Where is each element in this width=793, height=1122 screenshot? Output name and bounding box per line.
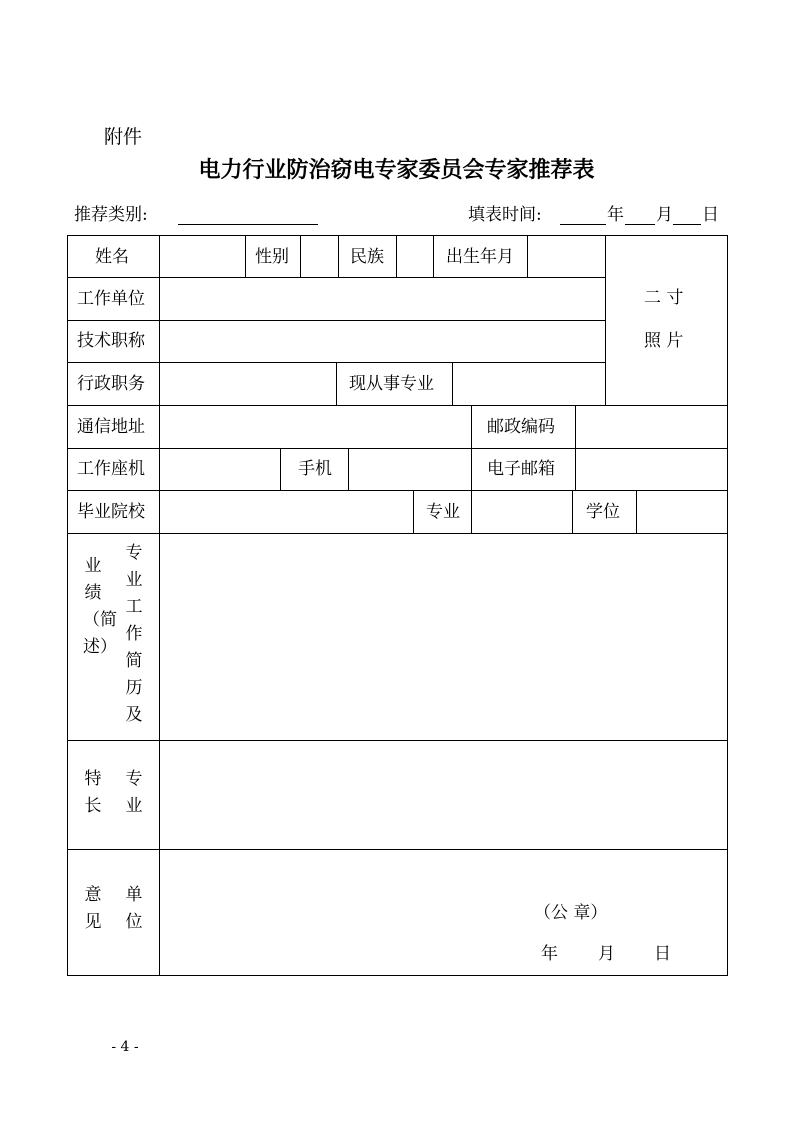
day-field[interactable] [673, 224, 701, 225]
seal-month-label: 月 [598, 944, 615, 964]
work-unit-label: 工作单位 [77, 289, 145, 309]
name-field[interactable] [160, 236, 245, 277]
category-label: 推荐类别: [74, 205, 148, 225]
gender-label: 性别 [255, 247, 289, 267]
category-field[interactable] [178, 224, 318, 225]
page-title: 电力行业防治窃电专家委员会专家推荐表 [198, 158, 595, 183]
year-label: 年 [607, 205, 624, 225]
day-label: 日 [702, 205, 719, 225]
office-phone-field[interactable] [160, 449, 280, 490]
col-rule [471, 405, 472, 490]
seal-day-label: 日 [654, 944, 671, 964]
col-rule [605, 235, 606, 405]
current-major-label: 现从事专业 [349, 374, 434, 394]
mobile-label: 手机 [298, 459, 332, 479]
month-label: 月 [656, 205, 673, 225]
admin-post-field[interactable] [160, 363, 336, 405]
year-field[interactable] [560, 224, 606, 225]
specialty-label-col1: 特长 [84, 769, 102, 816]
ethnicity-field[interactable] [397, 236, 433, 277]
birth-label: 出生年月 [446, 247, 514, 267]
degree-field[interactable] [637, 491, 727, 533]
address-label: 通信地址 [77, 417, 145, 437]
email-label: 电子邮箱 [487, 459, 555, 479]
current-major-field[interactable] [453, 363, 605, 405]
specialty-field[interactable] [160, 741, 727, 849]
gender-field[interactable] [301, 236, 338, 277]
postcode-field[interactable] [576, 406, 727, 448]
mobile-field[interactable] [349, 449, 471, 490]
month-field[interactable] [625, 224, 655, 225]
date-label: 填表时间: [468, 205, 542, 225]
page-number: - 4 - [111, 1039, 139, 1055]
col-rule [280, 448, 281, 490]
attachment-label: 附件 [104, 126, 143, 148]
col-rule [572, 490, 573, 533]
name-label: 姓名 [95, 247, 129, 267]
specialty-label-col2: 专业 [125, 769, 143, 816]
degree-label: 学位 [586, 502, 620, 522]
birth-field[interactable] [528, 236, 605, 277]
email-field[interactable] [576, 449, 727, 490]
photo-label-line1: 二 寸 [644, 288, 684, 308]
tech-title-label: 技术职称 [77, 331, 145, 351]
seal-label: （公 章） [534, 903, 608, 923]
photo-label-line2: 照 片 [644, 331, 684, 351]
table-border-right [727, 235, 728, 975]
ethnicity-label: 民族 [350, 247, 384, 267]
opinion-field[interactable] [160, 850, 727, 975]
col-rule [338, 235, 339, 277]
resume-label-col2: 专业工作简历及 [125, 543, 143, 725]
major-field[interactable] [472, 491, 572, 533]
work-unit-field[interactable] [160, 278, 605, 320]
col-rule [245, 235, 246, 277]
resume-field[interactable] [160, 534, 727, 740]
opinion-label-col1: 意见 [84, 885, 102, 932]
seal-year-label: 年 [541, 944, 558, 964]
resume-label-col1: 业绩（简述） [83, 556, 117, 657]
table-border-bottom [67, 975, 728, 976]
col-rule [413, 490, 414, 533]
admin-post-label: 行政职务 [77, 374, 145, 394]
postcode-label: 邮政编码 [487, 417, 555, 437]
tech-title-field[interactable] [160, 321, 605, 362]
col-rule [336, 362, 337, 405]
school-label: 毕业院校 [77, 502, 145, 522]
opinion-label-col2: 单位 [125, 885, 143, 932]
table-border-left [67, 235, 68, 975]
major-label: 专业 [426, 502, 460, 522]
address-field[interactable] [160, 406, 471, 448]
office-phone-label: 工作座机 [77, 459, 145, 479]
school-field[interactable] [160, 491, 413, 533]
col-rule [433, 235, 434, 277]
